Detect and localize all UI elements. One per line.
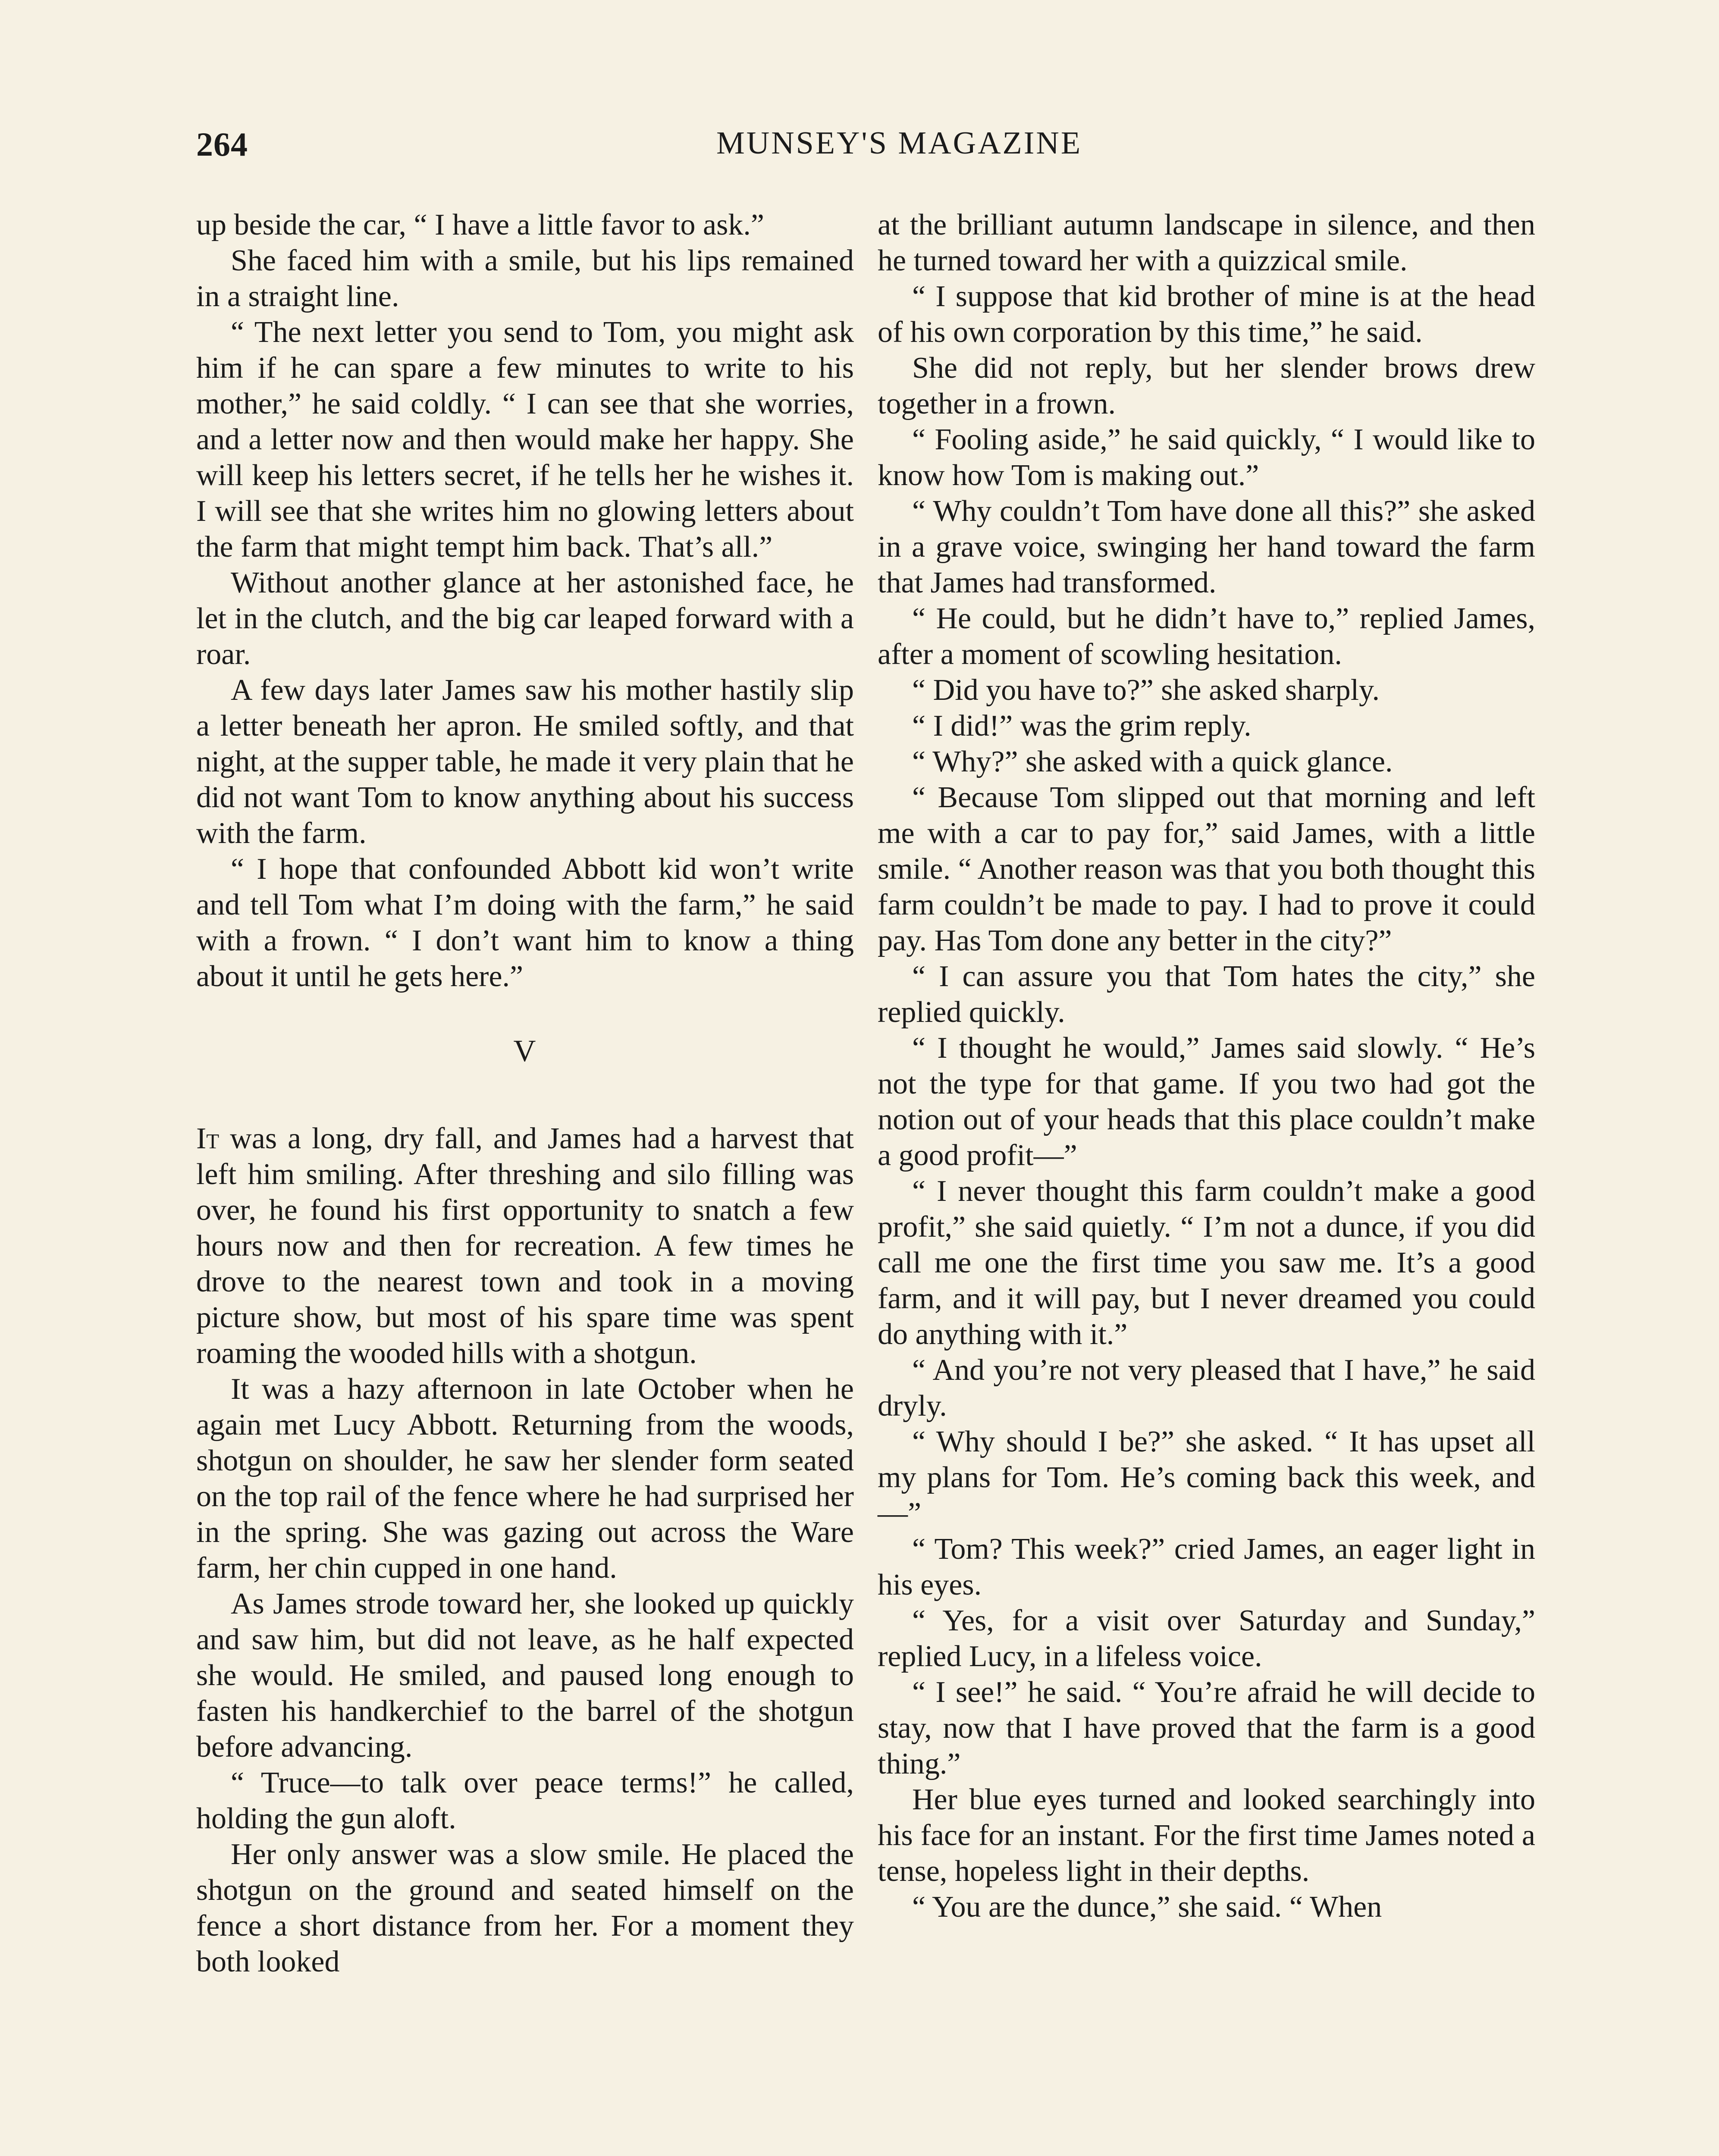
page-header (196, 125, 1525, 177)
paragraph: “ Fooling aside,” he said quickly, “ I would like to know how Tom is making out.” (878, 423, 1535, 492)
section-lead-word: It (196, 1122, 220, 1155)
paragraph: As James strode toward her, she looked up quickly and saw him, but did not leave, as he half expected she would. He smiled, and paused long enough to fasten his handkerchief to the barrel of the shotgun before advancing. (196, 1587, 854, 1764)
paragraph: “ I see!” he said. “ You’re afraid he will decide to stay, now that I have proved that the farm is a good thing.” (878, 1676, 1535, 1780)
paragraph: “ Because Tom slipped out that morning and left me with a car to pay for,” said James, with a little smile. “ Another reason was that you both thought this farm couldn’t be made to pay. I had to prove it could pay. Has Tom done any better in the city?” (878, 781, 1535, 957)
paragraph: “ Why?” she asked with a quick glance. (912, 745, 1393, 778)
paragraph: “ I never thought this farm couldn’t make a good profit,” she said quietly. “ I’m not a dunce, if you did call me one the first time you saw me. It’s a good farm, and it will pay, but I never dreamed you could do anything with it.” (878, 1175, 1535, 1351)
paragraph: “ And you’re not very pleased that I have,” he said dryly. (878, 1354, 1535, 1423)
paragraph: “ I can assure you that Tom hates the city,” she replied quickly. (878, 960, 1535, 1029)
paragraph: up beside the car, “ I have a little favor to ask.” (196, 208, 764, 241)
paragraph: Without another glance at her astonished face, he let in the clutch, and the big car leaped forward with a roar. (196, 566, 854, 671)
left-column (196, 207, 854, 1980)
paragraph: “ Truce—to talk over peace terms!” he called, holding the gun aloft. (196, 1766, 854, 1835)
paragraph: Her only answer was a slow smile. He placed the shotgun on the ground and seated himself on the fence a short distance from her. For a moment they both looked (196, 1838, 854, 1978)
paragraph: “ Tom? This week?” cried James, an eager light in his eyes. (878, 1532, 1535, 1601)
paragraph: “ I did!” was the grim reply. (912, 709, 1252, 743)
right-column (878, 207, 1535, 1925)
paragraph: A few days later James saw his mother hastily slip a letter beneath her apron. He smiled softly, and that night, at the supper table, he made it very plain that he did not want Tom to know anything about his success with the farm. (196, 674, 854, 850)
paragraph: She faced him with a smile, but his lips remained in a straight line. (196, 244, 854, 313)
paragraph: “ The next letter you send to Tom, you might ask him if he can spare a few minutes to write to his mother,” he said coldly. “ I can see that she worries, and a letter now and then would make her happy. She will keep his letters secret, if he tells her he wishes it. I will see that she writes him no glowing letters about the farm that might tempt him back. That’s all.” (196, 316, 854, 564)
paragraph: “ I hope that confounded Abbott kid won’t write and tell Tom what I’m doing with the farm,” he said with a frown. “ I don’t want him to know a thing about it until he gets here.” (196, 852, 854, 993)
paragraph: She did not reply, but her slender brows drew together in a frown. (878, 351, 1535, 420)
paragraph: “ I thought he would,” James said slowly. “ He’s not the type for that game. If you two had got the notion out of your heads that this place couldn’t make a good profit—” (878, 1031, 1535, 1172)
section-opening-paragraph (196, 1121, 854, 1371)
paragraph: Her blue eyes turned and looked searchingly into his face for an instant. For the first time James noted a tense, hopeless light in their depths. (878, 1783, 1535, 1888)
paragraph: It was a hazy afternoon in late October when he again met Lucy Abbott. Returning from the woods, shotgun on shoulder, he saw her slender form seated on the top rail of the fence where he had surprised her in the spring. She was gazing out across the Ware farm, her chin cupped in one hand. (196, 1373, 854, 1585)
paragraph: “ I suppose that kid brother of mine is at the head of his own corporation by this time,” he said. (878, 280, 1535, 349)
page-number: 264 (196, 125, 248, 163)
section-opening-text: was a long, dry fall, and James had a harvest that left him smiling. After threshing and silo filling was over, he found his first opportunity to snatch a few hours now and then for recreation. A few times he drove to the nearest town and took in a moving picture show, but most of his spare time was spent roaming the wooded hills with a shotgun. (196, 1122, 854, 1370)
paragraph: “ You are the dunce,” she said. “ When (912, 1890, 1382, 1924)
section-heading: V (513, 1034, 537, 1068)
running-head: MUNSEY'S MAGAZINE (716, 125, 1082, 161)
paragraph: “ Did you have to?” she asked sharply. (912, 674, 1380, 707)
paragraph: “ He could, but he didn’t have to,” replied James, after a moment of scowling hesitation. (878, 602, 1535, 671)
paragraph: “ Why should I be?” she asked. “ It has upset all my plans for Tom. He’s coming back this week, and—” (878, 1425, 1535, 1530)
paragraph: “ Why couldn’t Tom have done all this?” she asked in a grave voice, swinging her hand toward the farm that James had transformed. (878, 495, 1535, 599)
paragraph: “ Yes, for a visit over Saturday and Sunday,” replied Lucy, in a lifeless voice. (878, 1604, 1535, 1673)
paragraph: at the brilliant autumn landscape in silence, and then he turned toward her with a quizzical smile. (878, 208, 1535, 277)
